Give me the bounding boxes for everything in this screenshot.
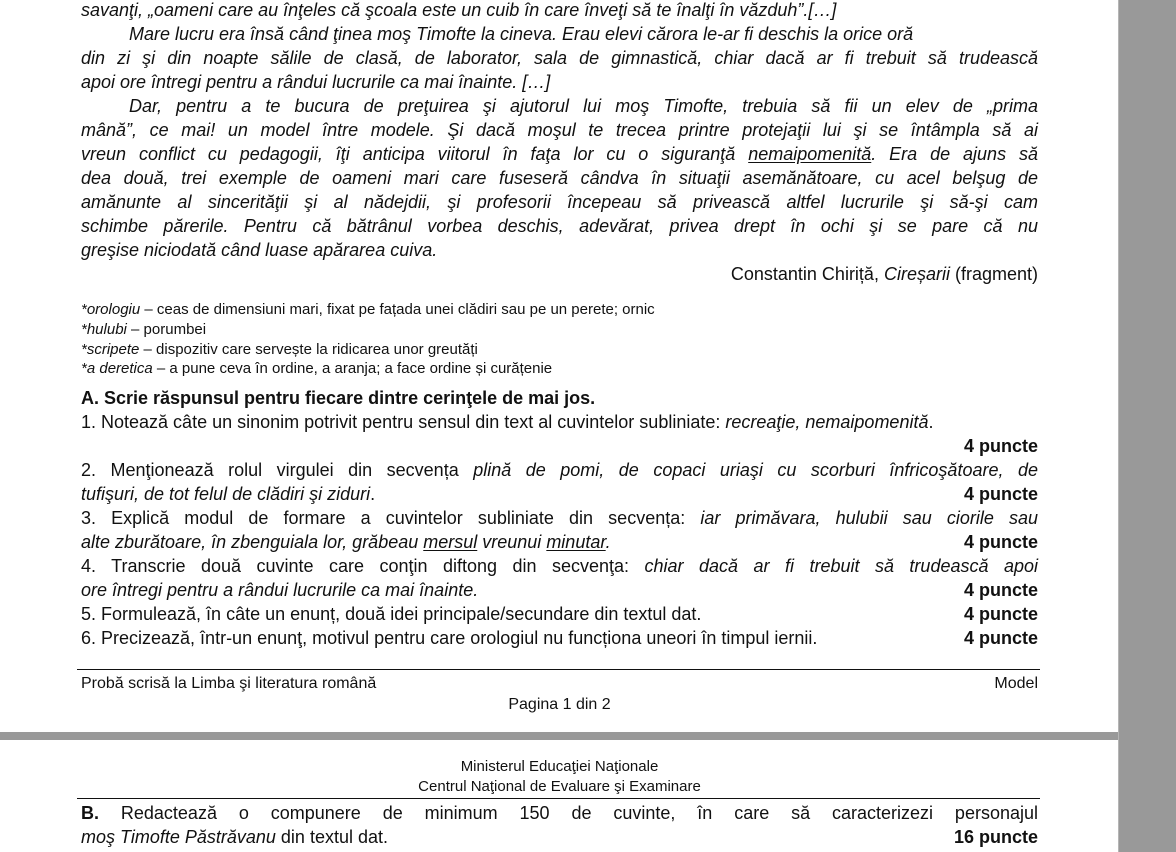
footer-rule (77, 669, 1040, 670)
points-badge: 16 puncte (953, 827, 1038, 847)
question-4: 4. Transcrie două cuvinte care conţin diftong din secvenţa: chiar dacă ar fi trebuit să trudească apoi (81, 556, 1038, 576)
points-badge: 4 puncte (963, 628, 1038, 648)
excerpt-line: amănunte al sincerităţii şi al nădejdii, şi profesorii începeau să privească altfel lucrurile şi să-şi cam (81, 192, 1038, 212)
page-header-ministry: Ministerul Educaţiei Naţionale (460, 758, 659, 775)
page-footer (81, 674, 1038, 694)
underlined-word: mersul (423, 532, 478, 552)
header-rule (77, 798, 1040, 799)
points-badge: 4 puncte (963, 484, 1038, 504)
underlined-word: minutar (546, 532, 606, 552)
question-5: 5. Formulează, în câte un enunț, două idei principale/secundare din textul dat. 4 puncte (81, 604, 1038, 624)
question-6: 6. Precizează, într-un enunţ, motivul pentru care orologiul nu funcționa uneori în timpul iernii. 4 puncte (81, 628, 1038, 648)
excerpt-line: dea două, trei exemple de oameni mari care fuseseră cândva în situaţii asemănătoare, cu acel belşug de (81, 168, 1038, 188)
excerpt-line: din zi şi din noapte sălile de clasă, de laborator, sala de gimnastică, chiar dacă ar fi trebuit să trudească (81, 48, 1038, 68)
question-3: 3. Explică modul de formare a cuvintelor subliniate din secvența: iar primăvara, hulubii sau ciorile sau (81, 508, 1038, 528)
footer-model-label: Model (994, 675, 1038, 692)
points-badge: 4 puncte (963, 532, 1038, 552)
excerpt-line: apoi ore întregi pentru a rândui lucrurile ca mai înainte. […] (81, 72, 551, 92)
glossary-item: *scripete – dispozitiv care servește la ridicarea unor greutăți (81, 341, 478, 358)
glossary-item: *orologiu – ceas de dimensiuni mari, fixat pe fațada unei clădiri sau pe un perete; ornic (81, 301, 655, 318)
attribution: Constantin Chiriță, Cireșarii (fragment) (730, 264, 1038, 284)
page-number: Pagina 1 din 2 (508, 696, 611, 713)
excerpt-line: savanţi, „oameni care au înţeles că şcoala este un cuib în care înveţi să te înalţi în văzduh”.[…] (81, 0, 837, 20)
question-1: 1. Notează câte un sinonim potrivit pentru sensul din text al cuvintelor subliniate: recreaţie, nemaipomenită. (81, 412, 934, 432)
glossary-item: *a deretica – a pune ceva în ordine, a aranja; a face ordine și curățenie (81, 360, 553, 377)
excerpt-line: Dar, pentru a te bucura de preţuirea şi ajutorul lui moş Timofte, trebuia să fii un elev de „prima (129, 96, 1038, 116)
points-badge: 4 puncte (963, 436, 1038, 456)
page-separator (0, 732, 1118, 740)
section-b: B. Redactează o compunere de minimum 150 de cuvinte, în care să caracterizezi personajul (81, 803, 1038, 823)
viewer-gray-margin (1118, 0, 1176, 852)
question-2: 2. Menţionează rolul virgulei din secvența plină de pomi, de copaci uriaşi cu scorburi înfricoşătoare, de (81, 460, 1038, 480)
excerpt-line: mână”, ce mai! un model între modele. Şi dacă moşul te trecea printre protejaţii lui şi se întâmpla să ai (81, 120, 1038, 140)
excerpt-line: schimbe părerile. Pentru că bătrânul vorbea deschis, adevărat, privea drept în ochi şi se pare că nu (81, 216, 1038, 236)
points-badge: 4 puncte (963, 580, 1038, 600)
excerpt-line: Mare lucru era însă când ţinea moş Timofte la cineva. Erau elevi cărora le-ar fi deschis la orice oră (129, 24, 914, 44)
underlined-word: nemaipomenită (748, 144, 872, 164)
excerpt-line: vreun conflict cu pedagogii, îţi anticipa viitorul în faţa lor cu o siguranţă nemaipomenită. Era de ajuns să (81, 144, 1038, 164)
points-badge: 4 puncte (963, 604, 1038, 624)
excerpt-line: greşise niciodată când luase apărarea cuiva. (81, 240, 438, 260)
page-header-center: Centrul Naţional de Evaluare şi Examinare (418, 778, 701, 795)
section-a-heading: A. Scrie răspunsul pentru fiecare dintre cerinţele de mai jos. (81, 388, 596, 408)
footer-exam-title: Probă scrisă la Limba şi literatura română (81, 675, 377, 692)
glossary-item: *hulubi – porumbei (81, 321, 207, 338)
